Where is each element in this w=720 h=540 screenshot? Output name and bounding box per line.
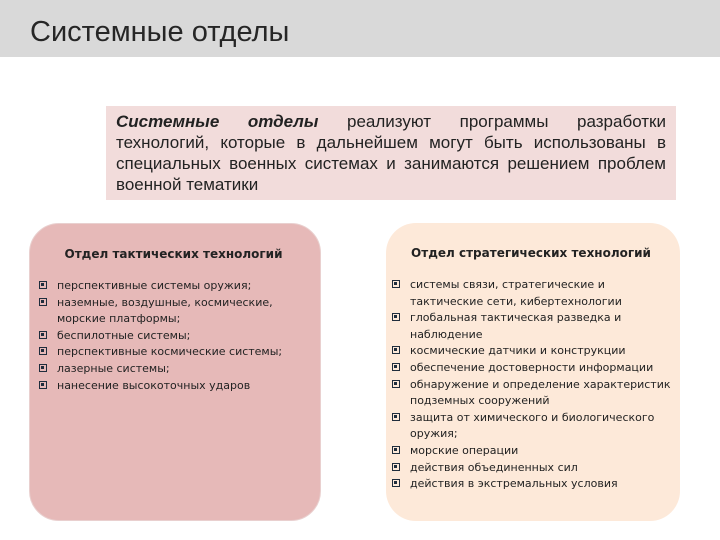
checkbox-bullet-icon bbox=[392, 446, 400, 454]
list-item: космические датчики и конструкции bbox=[390, 343, 672, 360]
list-item: перспективные системы оружия; bbox=[37, 278, 310, 295]
checkbox-bullet-icon bbox=[392, 363, 400, 371]
list-item: наземные, воздушные, космические, морские платформы; bbox=[37, 295, 310, 328]
checkbox-bullet-icon bbox=[392, 380, 400, 388]
list-item: нанесение высокоточных ударов bbox=[37, 378, 310, 395]
list-item: перспективные космические системы; bbox=[37, 344, 310, 361]
checkbox-bullet-icon bbox=[39, 381, 47, 389]
checkbox-bullet-icon bbox=[39, 281, 47, 289]
tactical-heading: Отдел тактических технологий bbox=[64, 247, 283, 261]
tactical-list bbox=[37, 278, 310, 394]
list-item: морские операции bbox=[390, 443, 672, 460]
checkbox-bullet-icon bbox=[39, 331, 47, 339]
checkbox-bullet-icon bbox=[392, 346, 400, 354]
list-item: обнаружение и определение характеристик подземных сооружений bbox=[390, 377, 672, 410]
intro-text: реализуют программы разработки технологий, которые в дальнейшем могут быть использованы в специальных военных системах и занимаются решением проблем военной тематики bbox=[116, 112, 666, 194]
list-item: лазерные системы; bbox=[37, 361, 310, 378]
slide-title: Системные отделы bbox=[30, 16, 290, 48]
list-item: защита от химического и биологического оружия; bbox=[390, 410, 672, 443]
strategic-panel bbox=[386, 223, 680, 521]
list-item: беспилотные системы; bbox=[37, 328, 310, 345]
intro-emphasis: Системные отделы bbox=[116, 112, 319, 131]
tactical-panel bbox=[29, 223, 321, 521]
list-item: системы связи, стратегические и тактические сети, кибертехнологии bbox=[390, 277, 672, 310]
checkbox-bullet-icon bbox=[39, 364, 47, 372]
list-item: действия объединенных сил bbox=[390, 460, 672, 477]
strategic-list bbox=[390, 277, 672, 493]
list-item: глобальная тактическая разведка и наблюдение bbox=[390, 310, 672, 343]
strategic-heading: Отдел стратегических технологий bbox=[411, 246, 651, 260]
checkbox-bullet-icon bbox=[39, 347, 47, 355]
checkbox-bullet-icon bbox=[392, 479, 400, 487]
checkbox-bullet-icon bbox=[392, 280, 400, 288]
intro-box bbox=[106, 106, 676, 200]
title-bar bbox=[0, 0, 720, 57]
list-item: обеспечение достоверности информации bbox=[390, 360, 672, 377]
checkbox-bullet-icon bbox=[392, 463, 400, 471]
checkbox-bullet-icon bbox=[392, 313, 400, 321]
checkbox-bullet-icon bbox=[39, 298, 47, 306]
checkbox-bullet-icon bbox=[392, 413, 400, 421]
list-item: действия в экстремальных условия bbox=[390, 476, 672, 493]
